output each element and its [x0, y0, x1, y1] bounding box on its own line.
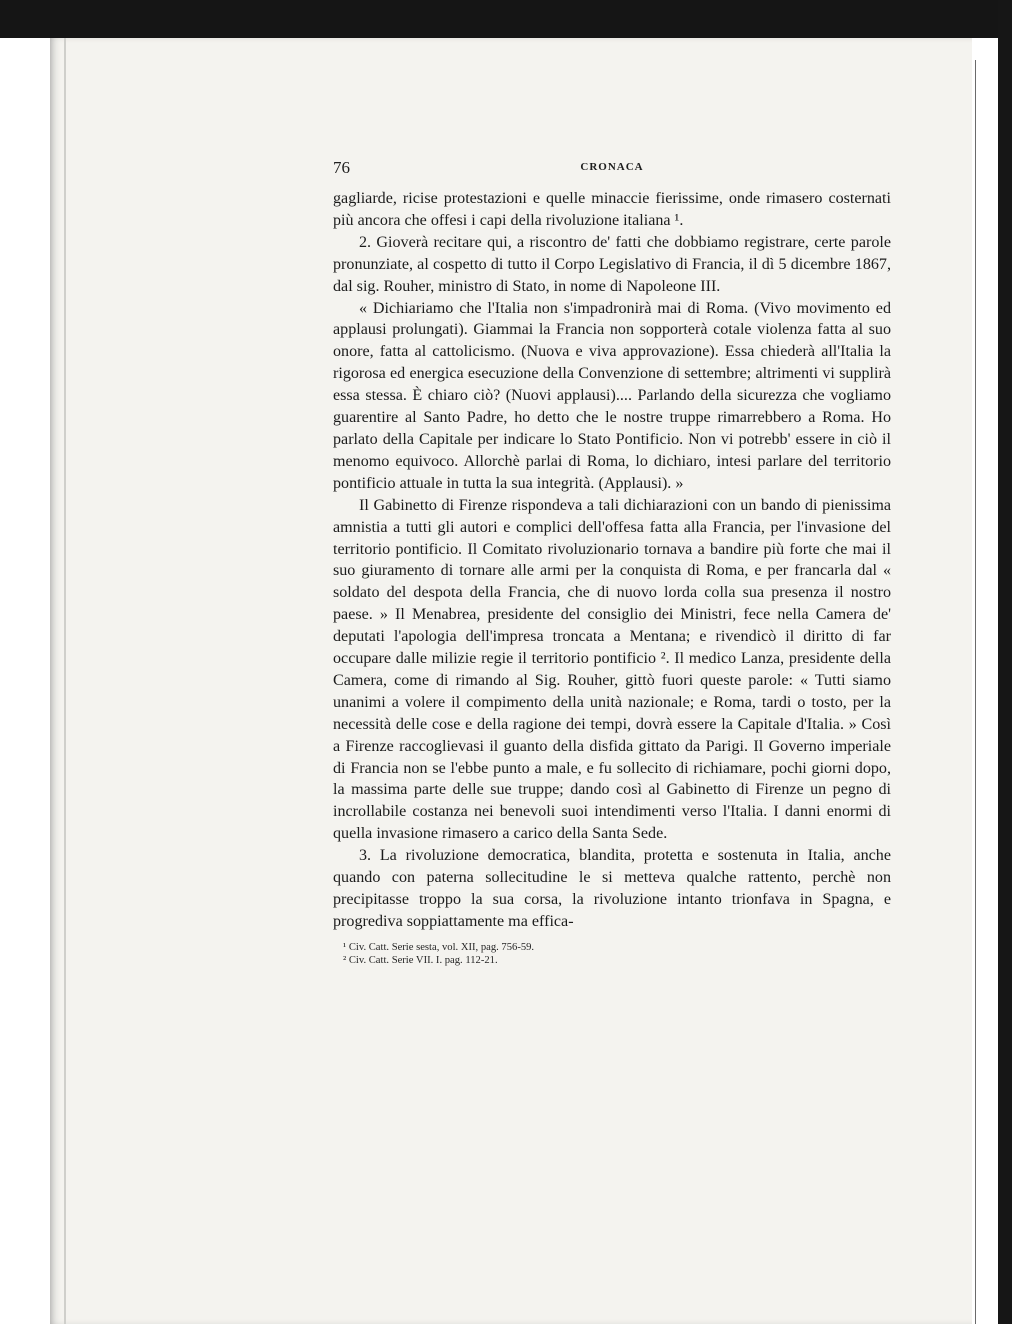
- page-header: [333, 158, 891, 178]
- page-gutter-line: [975, 60, 976, 1324]
- footnote-2: ² Civ. Catt. Serie VII. I. pag. 112-21.: [343, 954, 498, 966]
- scan-right-border: [998, 0, 1012, 1324]
- paragraph-3-quotation: « Dichiariamo che l'Italia non s'impadronirà mai di Roma. (Vivo movimento ed applausi prolungati). Giammai la Francia non sopporterà cotale violenza fatta al suo onore, fatta al cattolicismo. (Nuova e viva approvazione). Essa chiederà all'Italia la rigorosa ed energica esecuzione della Convenzione di settembre; altrimenti vi supplirà essa stessa. È chiaro ciò? (Nuovi applausi).... Parlando della sicurezza che vogliamo guarentire al Santo Padre, ho detto che le nostre truppe rimarrebbero a Roma. Ho parlato della Capitale per indicare lo Stato Pontificio. Non vi potrebb' essere in ciò il menomo equivoco. Allorchè parlai di Roma, lo dichiaro, intesi parlare del territorio pontificio attuale in tutta la sua integrità. (Applausi). »: [333, 299, 891, 492]
- scan-top-border: [0, 0, 1012, 38]
- paragraph-1: gagliarde, ricise protestazioni e quelle minaccie fierissime, onde rimasero costernati più ancora che offesi i capi della rivoluzione italiana ¹.: [333, 190, 891, 229]
- page-edge: [64, 38, 66, 1324]
- page-number: 76: [333, 158, 350, 177]
- paragraph-5: 3. La rivoluzione democratica, blandita, protetta e sostenuta in Italia, anche quando con paterna sollecitudine le si metteva qualche rattento, perchè non precipitasse troppo la sua corsa, la rivoluzione intanto trionfava in Spagna, e progrediva soppiattamente ma effica-: [333, 847, 891, 930]
- page-content: [333, 158, 891, 967]
- footnote-1: ¹ Civ. Catt. Serie sesta, vol. XII, pag. 756-59.: [343, 941, 535, 953]
- paragraph-4: Il Gabinetto di Firenze rispondeva a tali dichiarazioni con un bando di pienissima amnistia a tutti gli autori e complici dell'offesa fatta alla Francia, per l'invasione del territorio pontificio. Il Comitato rivoluzionario tornava a bandire più forte che mai il suo giuramento di tornare alle armi per la conquista di Roma, e per francarla dal « soldato del despota della Francia, che di nuovo lorda colla sua presenza il nostro paese. » Il Menabrea, presidente del consiglio dei Ministri, fece nella Camera de' deputati l'apologia dell'impresa troncata a Mentana; e rivendicò il diritto di far occupare dalle milizie regie il territorio pontificio ². Il medico Lanza, presidente della Camera, come di rimando al Sig. Rouher, gittò fuori queste parole: « Tutti siamo unanimi a volere il compimento della unità nazionale; e Roma, tardi o tosto, per la necessità delle cose e della ragione dei tempi, dovrà essere la Capitale d'Italia. » Così a Firenze raccoglievasi il guanto della disfida gittato da Parigi. Il Governo imperiale di Francia non se l'ebbe punto a male, e fu sollecito di richiamare, pochi giorni dopo, la massima parte delle sue truppe; dando così al Gabinetto di Firenze un pegno di incrollabile costanza nei benevoli suoi intendimenti verso l'Italia. I danni enormi di quella invasione rimasero a carico della Santa Sede.: [333, 496, 891, 843]
- paragraph-2: 2. Gioverà recitare qui, a riscontro de' fatti che dobbiamo registrare, certe parole pronunziate, al cospetto di tutto il Corpo Legislativo di Francia, il dì 5 dicembre 1867, dal sig. Rouher, ministro di Stato, in nome di Napoleone III.: [333, 233, 891, 295]
- running-head: CRONACA: [580, 161, 644, 173]
- footnotes: [333, 941, 891, 967]
